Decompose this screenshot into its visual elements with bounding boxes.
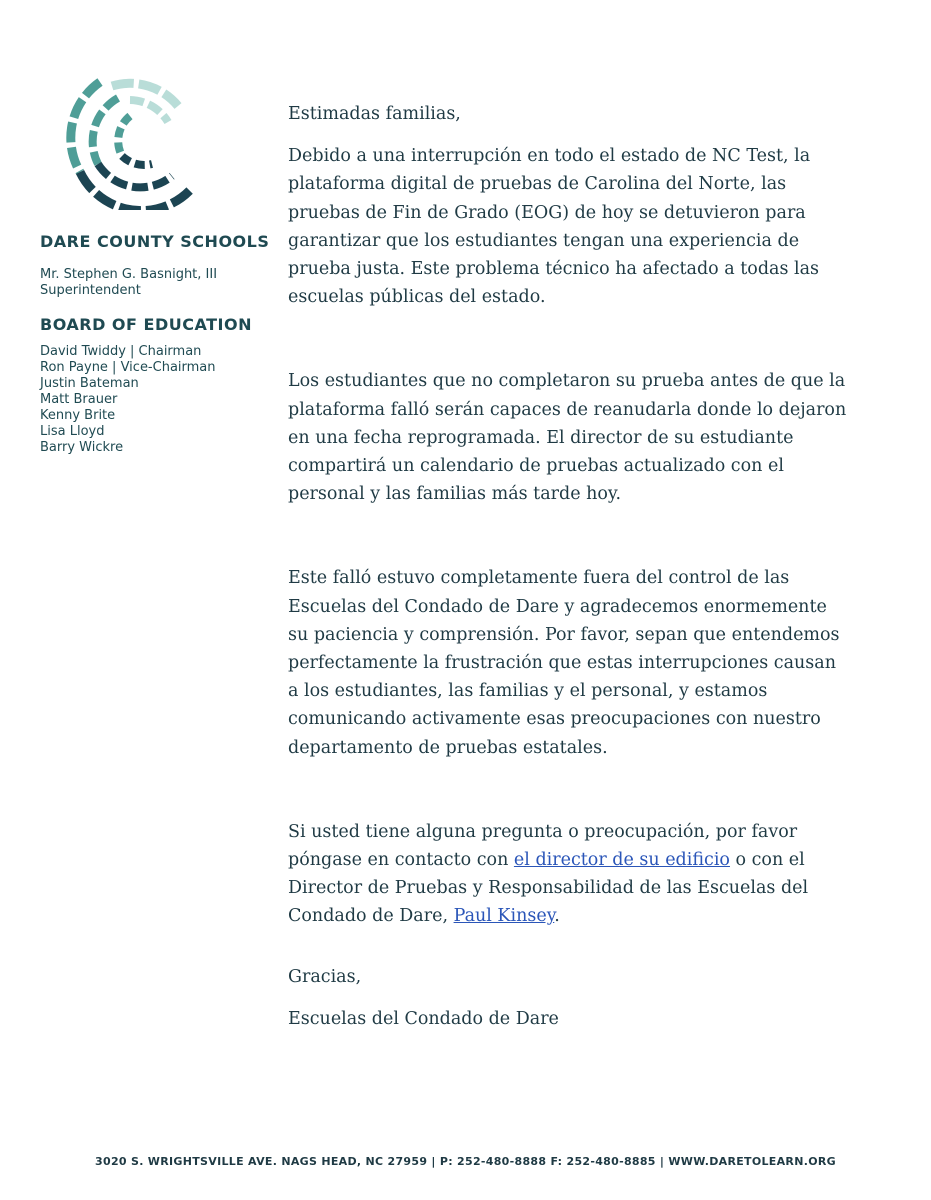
board-title: BOARD OF EDUCATION [40,315,252,334]
logo-arc-light [112,83,178,106]
building-principal-link[interactable]: el director de su edificio [513,850,730,871]
board-member: Kenny Brite [40,408,116,423]
board-member: Barry Wickre [40,440,124,455]
org-name: DARE COUNTY SCHOOLS [40,232,270,251]
board-member-list [40,344,275,456]
superintendent-title: Superintendent [40,283,141,298]
board-member: Ron Payne | Vice-Chairman [40,360,216,375]
paragraph-1: Debido a una interrupción en todo el estado de NC Test, la plataforma digital de pruebas de Carolina del Norte, las pruebas de Fin de Grado (EOG) de hoy se detuvieron para garantizar que los estudiantes tengan una experiencia de prueba justa. Este problema técnico ha afectado a todas las escuelas públicas del estado. [288,146,820,308]
salutation: Estimadas familias, [288,104,461,124]
board-member: David Twiddy | Chairman [40,344,202,359]
signature: Escuelas del Condado de Dare [288,1008,559,1029]
board-member: Lisa Lloyd [40,424,105,439]
closing: Gracias, [288,966,362,987]
paragraph-4-text-c: . [554,906,560,927]
paragraph-4-text-b: o con el Director de Pruebas y Responsabilidad de las Escuelas del Condado de Dare, [288,850,809,927]
superintendent-name: Mr. Stephen G. Basnight, III [40,267,218,282]
paul-kinsey-link[interactable]: Paul Kinsey [453,906,555,927]
paragraph-3: Este falló estuvo completamente fuera del control de las Escuelas del Condado de Dare y agradecemos enormemente su paciencia y comprensión. Por favor, sepan que entendemos perfectamente la frustración que estas interrupciones causan a los estudiantes, las familias y el personal, y estamos comunicando activamente esas preocupaciones con nuestro departamento de pruebas estatales. [288,568,840,758]
paragraph-2: Los estudiantes que no completaron su prueba antes de que la plataforma falló serán capaces de reanudarla donde lo dejaron en una fecha reprogramada. El director de su estudiante compartirá un calendario de pruebas actualizado con el personal y las familias más tarde hoy. [288,371,847,505]
logo-arc-light-2 [130,100,168,122]
logo-arc-mid-3 [118,116,130,156]
paragraph-4 [288,818,848,931]
logo-arc-dark-3 [122,156,152,165]
footer-address: 3020 S. WRIGHTSVILLE AVE. NAGS HEAD, NC 27959 | P: 252-480-8888 F: 252-480-8885 | WWW.DARETOLEARN.ORG [95,1155,836,1168]
logo-arc-mid-2 [93,98,118,164]
superintendent-block [40,267,275,299]
dare-county-schools-logo [60,60,200,210]
letterhead-sidebar [40,60,275,456]
paragraph-4-text-a: Si usted tiene alguna pregunta o preocupación, por favor póngase en contacto con [288,821,798,871]
board-member: Justin Bateman [40,376,139,391]
board-member: Matt Brauer [40,392,118,407]
letter-body [288,100,848,1033]
